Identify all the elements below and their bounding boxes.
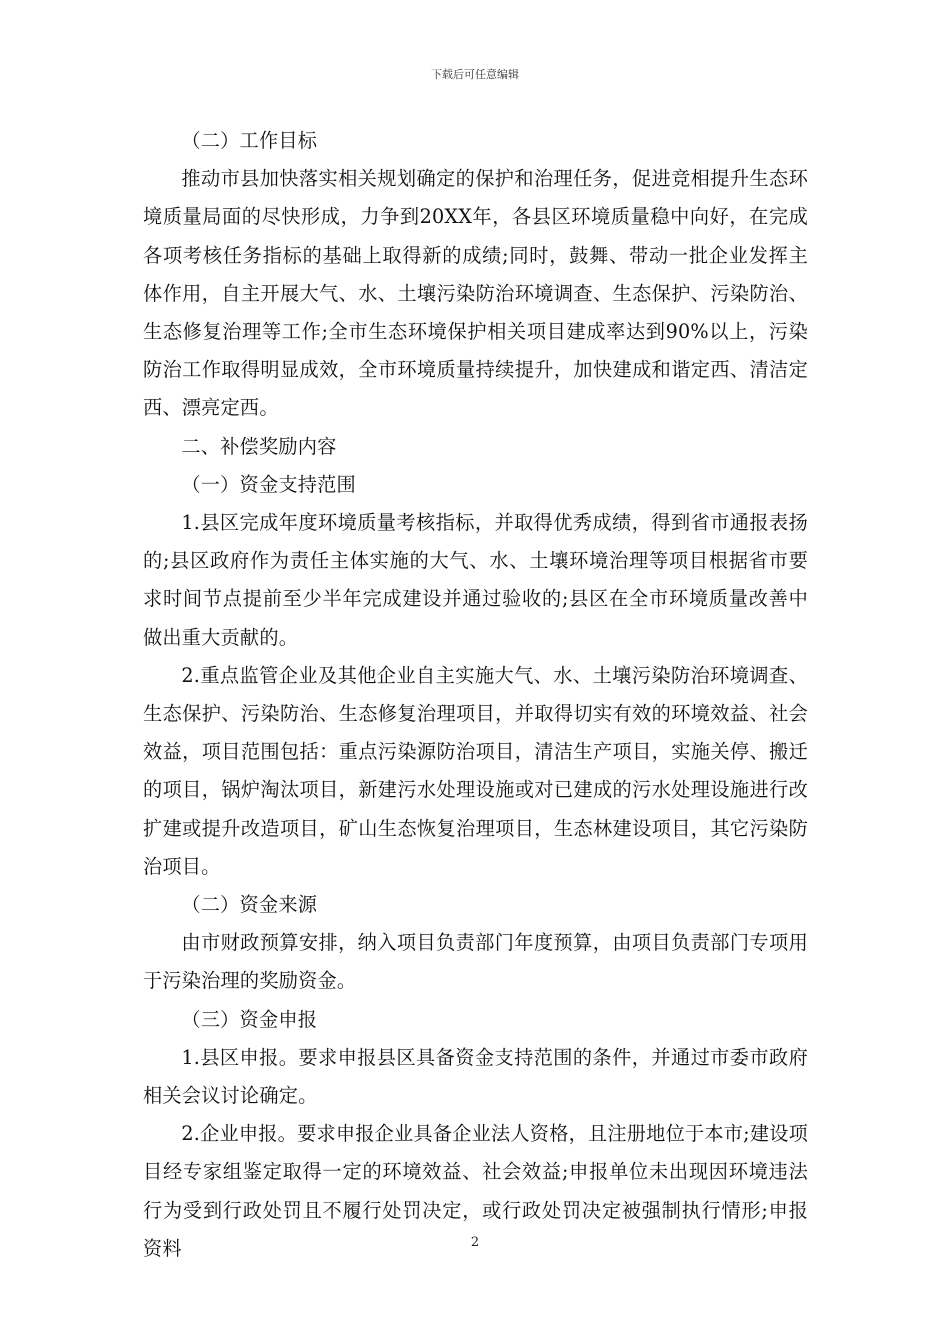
section-heading-reward-content: 二、补偿奖励内容 [181, 434, 337, 458]
paragraph-funding-source: 由市财政预算安排，纳入项目负责部门年度预算，由项目负责部门专项用于污染治理的奖励资金。 [143, 931, 808, 993]
page-number: 2 [470, 1235, 480, 1250]
subsection-heading-funding-application: （三）资金申报 [181, 1007, 318, 1031]
section-heading-work-goals: （二）工作目标 [181, 129, 318, 152]
page-header: 下载后可任意编辑 [431, 68, 519, 81]
paragraph-funding-scope-2: 2.重点监管企业及其他企业自主实施大气、水、土壤污染防治环境调查、生态保护、污染防治、生态修复治理项目，并取得切实有效的环境效益、社会效益，项目范围包括：重点污染源防治项目，清洁生产项目，实施关停、搬迁的项目，锅炉淘汰项目，新建污水处理设施或对已建成的污水处理设施进行改扩建或提升改造项目，矿山生态恢复治理项目，生态林建设项目，其它污染防治项目。 [143, 663, 808, 878]
subsection-heading-funding-source: （二）资金来源 [181, 893, 318, 917]
document-body [143, 122, 808, 1268]
paragraph-funding-scope-1: 1.县区完成年度环境质量考核指标，并取得优秀成绩，得到省市通报表扬的;县区政府作为责任主体实施的大气、水、土壤环境治理等项目根据省市要求时间节点提前至少半年完成建设并通过验收的;县区在全市环境质量改善中做出重大贡献的。 [143, 511, 808, 649]
subsection-heading-funding-scope: （一）资金支持范围 [181, 472, 356, 496]
paragraph-county-application: 1.县区申报。要求申报县区具备资金支持范围的条件，并通过市委市政府相关会议讨论确定。 [143, 1045, 808, 1108]
paragraph-enterprise-application: 2.企业申报。要求申报企业具备企业法人资格，且注册地位于本市;建设项目经专家组鉴定取得一定的环境效益、社会效益;申报单位未出现因环境违法行为受到行政处罚且不履行处罚决定，或行政处罚决定被强制执行情形;申报资料 [143, 1122, 808, 1260]
paragraph-work-goals: 推动市县加快落实相关规划确定的保护和治理任务，促进竞相提升生态环境质量局面的尽快形成，力争到20XX年，各县区环境质量稳中向好，在完成各项考核任务指标的基础上取得新的成绩;同时，鼓舞、带动一批企业发挥主体作用，自主开展大气、水、土壤污染防治环境调查、生态保护、污染防治、生态修复治理等工作;全市生态环境保护相关项目建成率达到90%以上，污染防治工作取得明显成效，全市环境质量持续提升，加快建成和谐定西、清洁定西、漂亮定西。 [143, 167, 808, 420]
